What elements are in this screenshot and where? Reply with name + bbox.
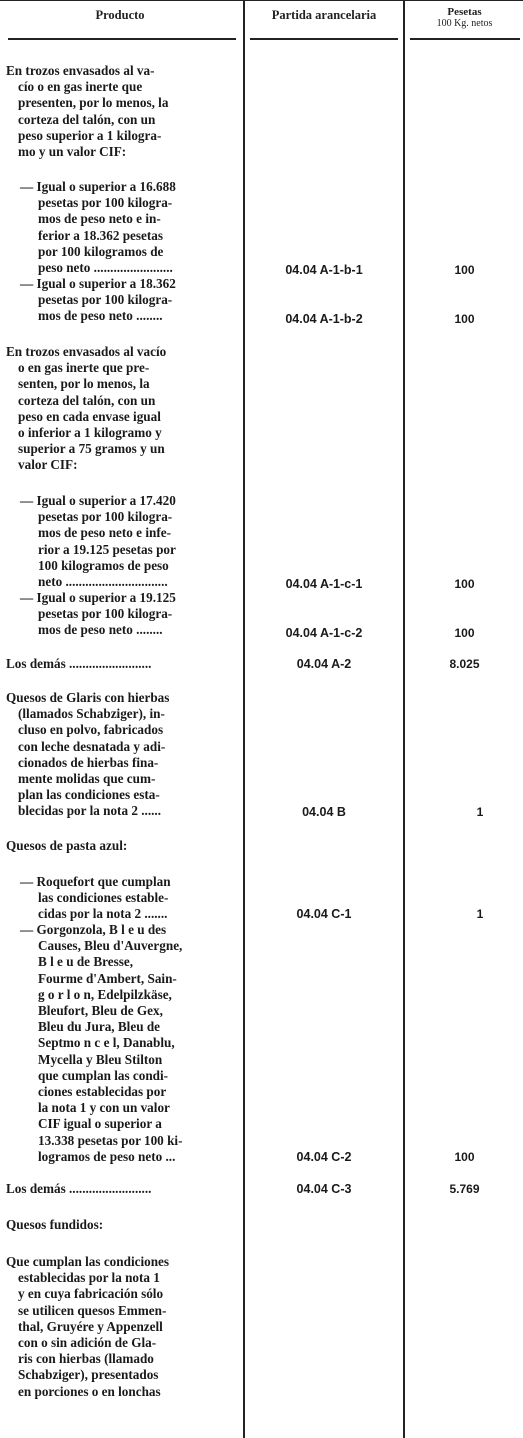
text-line: CIF igual o superior a [38, 1116, 162, 1132]
text-line: rior a 19.125 pesetas por [38, 541, 176, 557]
header-pesetas-line1: Pesetas [447, 6, 482, 18]
text-line: mos de peso neto ........ [38, 308, 163, 324]
text-line: Bleu du Jura, Bleu de [38, 1019, 161, 1035]
text-line: mos de peso neto e in- [38, 211, 161, 227]
section-7-text [6, 690, 240, 820]
section-0-text [6, 63, 240, 160]
text-line: superior a 75 gramos y un [18, 441, 165, 457]
text-line: logramos de peso neto ... [38, 1148, 176, 1164]
tariff-code: 04.04 A-2 [296, 657, 352, 671]
tariff-code: 04.04 A-1-c-1 [285, 577, 363, 591]
column-rule-right [403, 0, 405, 1438]
text-line: Quesos de Glaris con hierbas [6, 690, 170, 705]
text-line: establecidas por la nota 1 [18, 1270, 160, 1286]
pesetas-value: 100 [454, 1150, 475, 1164]
tariff-code: 04.04 B [302, 805, 346, 819]
text-line: mos de peso neto ........ [38, 622, 163, 638]
pesetas-value: 100 [454, 626, 475, 640]
text-line: (llamados Schabziger), in- [18, 706, 165, 722]
text-line: se utilicen quesos Emmen- [18, 1302, 167, 1318]
tariff-code: 04.04 C-2 [296, 1150, 352, 1164]
section-11-text [6, 1181, 240, 1197]
text-line: Mycella y Bleu Stilton [38, 1051, 163, 1067]
text-line: o en gas inerte que pre- [18, 360, 150, 376]
header-producto: Producto [95, 8, 145, 22]
text-line: cluso en polvo, fabricados [18, 722, 164, 738]
text-line: Septmo n c e l, Danablu, [38, 1035, 175, 1051]
text-line: o inferior a 1 kilogramo y [18, 425, 162, 441]
text-line: corteza del talón, con un [18, 111, 156, 127]
text-line: pesetas por 100 kilogra- [38, 509, 173, 525]
pesetas-value: 1 [476, 805, 484, 819]
header-underline-1 [8, 38, 236, 40]
tariff-code: 04.04 A-1-c-2 [285, 626, 363, 640]
text-line: 13.338 pesetas por 100 ki- [38, 1132, 183, 1148]
pesetas-value: 100 [454, 312, 475, 326]
text-line: Causes, Bleu d'Auvergne, [38, 938, 183, 954]
text-line: — Gorgonzola, B l e u des [20, 922, 167, 937]
text-line: corteza del talón, con un [18, 392, 156, 408]
text-line: En trozos envasados al vacío [6, 344, 167, 359]
text-line: Fourme d'Ambert, Sain- [38, 970, 177, 986]
text-line: con o sin adición de Gla- [18, 1335, 157, 1351]
text-line: con leche desnatada y adi- [18, 738, 166, 754]
text-line: neto ............................... [38, 574, 168, 590]
section-9-text [20, 874, 240, 923]
text-line: mente molidas que cum- [18, 771, 156, 787]
section-12-text [6, 1217, 240, 1233]
section-8-text [6, 838, 240, 854]
text-line: pesetas por 100 kilogra- [38, 195, 173, 211]
text-line: cidas por la nota 2 ....... [38, 906, 168, 922]
tariff-code: 04.04 A-1-b-1 [285, 263, 363, 277]
text-line: cío o en gas inerte que [18, 79, 143, 95]
header-underline-2 [250, 38, 398, 40]
text-line: thal, Gruyére y Appenzell [18, 1318, 163, 1334]
text-line: En trozos envasados al va- [6, 63, 155, 78]
text-line: g o r l o n, Edelpilzkäse, [38, 986, 172, 1002]
text-line: Bleufort, Bleu de Gex, [38, 1003, 163, 1019]
section-13-text [6, 1254, 240, 1400]
text-line: blecidas por la nota 2 ...... [18, 803, 162, 819]
text-line: 100 kilogramos de peso [38, 557, 169, 573]
column-rule-left [243, 0, 245, 1438]
text-line: — Igual o superior a 17.420 [20, 493, 176, 508]
pesetas-value: 1 [476, 907, 484, 921]
text-line: y en cuya fabricación sólo [18, 1286, 164, 1302]
pesetas-value: 100 [454, 263, 475, 277]
text-line: Que cumplan las condiciones [6, 1254, 170, 1269]
text-line: — Roquefort que cumplan [20, 874, 171, 889]
text-line: ferior a 18.362 pesetas [38, 227, 164, 243]
text-line: — Igual o superior a 16.688 [20, 179, 176, 194]
header-top-rule [0, 0, 523, 1]
header-pesetas [406, 6, 523, 30]
text-line: Los demás ......................... [6, 656, 152, 671]
text-line: ciones establecidas por [38, 1084, 167, 1100]
text-line: presenten, por lo menos, la [18, 95, 169, 111]
text-line: Schabziger), presentados [18, 1367, 159, 1383]
section-1-text [20, 179, 240, 276]
text-line: peso neto ........................ [38, 260, 173, 276]
section-2-text [20, 276, 240, 325]
header-partida: Partida arancelaria [271, 8, 377, 22]
section-3-text [6, 344, 240, 474]
section-5-text [20, 590, 240, 639]
text-line: Quesos fundidos: [6, 1217, 104, 1232]
text-line: Los demás ......................... [6, 1181, 152, 1196]
text-line: cionados de hierbas fina- [18, 754, 159, 770]
text-line: por 100 kilogramos de [38, 243, 164, 259]
text-line: senten, por lo menos, la [18, 376, 150, 392]
section-4-text [20, 493, 240, 590]
tariff-code: 04.04 C-1 [296, 907, 352, 921]
text-line: valor CIF: [18, 457, 78, 473]
text-line: la nota 1 y con un valor [38, 1100, 170, 1116]
text-line: ris con hierbas (llamado [18, 1351, 154, 1367]
section-10-text [20, 922, 240, 1165]
pesetas-value: 8.025 [449, 657, 480, 671]
header-pesetas-line2: 100 Kg. netos [436, 18, 493, 29]
text-line: — Igual o superior a 18.362 [20, 276, 176, 291]
text-line: — Igual o superior a 19.125 [20, 590, 176, 605]
pesetas-value: 5.769 [449, 1182, 480, 1196]
text-line: peso en cada envase igual [18, 408, 161, 424]
text-line: en porciones o en lonchas [18, 1383, 161, 1399]
text-line: Quesos de pasta azul: [6, 838, 128, 853]
tariff-code: 04.04 A-1-b-2 [285, 312, 363, 326]
text-line: pesetas por 100 kilogra- [38, 292, 173, 308]
text-line: pesetas por 100 kilogra- [38, 606, 173, 622]
header-underline-3 [410, 38, 520, 40]
text-line: mo y un valor CIF: [18, 144, 127, 160]
text-line: que cumplan las condi- [38, 1067, 169, 1083]
text-line: plan las condiciones esta- [18, 787, 160, 803]
pesetas-value: 100 [454, 577, 475, 591]
text-line: las condiciones estable- [38, 890, 169, 906]
text-line: peso superior a 1 kilogra- [18, 127, 162, 143]
section-6-text [6, 656, 240, 672]
text-line: B l e u de Bresse, [38, 954, 133, 970]
text-line: mos de peso neto e infe- [38, 525, 171, 541]
tariff-code: 04.04 C-3 [296, 1182, 352, 1196]
